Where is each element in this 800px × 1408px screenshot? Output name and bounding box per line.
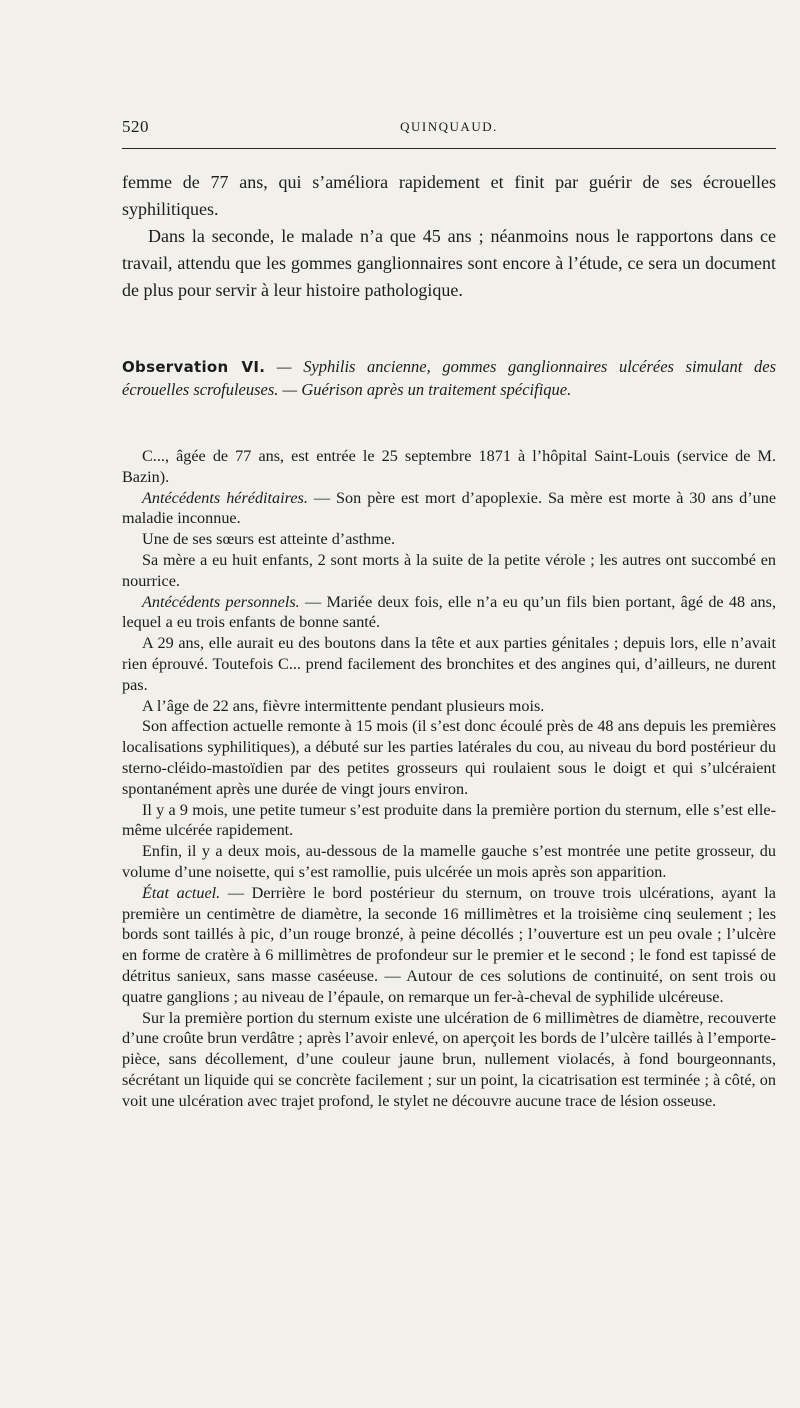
paragraph bbox=[122, 592, 776, 634]
paragraph-lead: Antécédents héréditaires. bbox=[142, 488, 308, 507]
paragraph-text: A l’âge de 22 ans, fièvre intermittente pendant plusieurs mois. bbox=[142, 696, 545, 715]
paragraph bbox=[122, 1008, 776, 1112]
paragraph-text: — Son père est mort d’apoplexie. Sa mère est morte à 30 ans d’une maladie inconnue. bbox=[122, 488, 777, 528]
paragraph-text: Sa mère a eu huit enfants, 2 sont morts à la suite de la petite vérole ; les autres ont succombé en nourrice. bbox=[122, 550, 776, 590]
paragraph bbox=[122, 841, 776, 883]
paragraph-text: Enfin, il y a deux mois, au-dessous de la mamelle gauche s’est montrée une petite grosseur, du volume d’une noisette, qui s’est ramollie, puis ulcérée un mois après son apparition. bbox=[122, 842, 776, 881]
paragraph bbox=[122, 696, 776, 717]
paragraph-text: Son affection actuelle remonte à 15 mois (il s’est donc écoulé près de 48 ans depuis les premières localisations syphilitiques), a débuté sur les parties latérales du cou, au niveau du bord postérieur du sterno-cléido-mastoïdien par des petites grosseurs qui roulaient sous le doigt et qui s’ulcéraient spontanément après une durée de vingt jours environ. bbox=[122, 717, 776, 798]
paragraph bbox=[122, 446, 776, 488]
paragraph-text: A 29 ans, elle aurait eu des boutons dans la tête et aux parties génitales ; depuis lors, elle n’avait rien éprouvé. Toutefois C... prend facilement des bronchites et des angines qui, d’ailleurs, ne durent pas. bbox=[122, 634, 776, 694]
paragraph-lead: État actuel. bbox=[142, 883, 221, 902]
paragraph-text: Une de ses sœurs est atteinte d’asthme. bbox=[142, 530, 396, 549]
observation-body bbox=[122, 446, 776, 1112]
paragraph bbox=[122, 716, 776, 799]
paragraph bbox=[122, 488, 776, 530]
intro-text bbox=[122, 169, 776, 304]
paragraph-text: — Mariée deux fois, elle n’a eu qu’un fils bien portant, âgé de 48 ans, lequel a eu trois enfants de bonne santé. bbox=[122, 592, 776, 632]
paragraph bbox=[122, 633, 776, 695]
paragraph bbox=[122, 800, 776, 842]
observation-label: Observation VI. bbox=[122, 358, 266, 376]
paragraph bbox=[122, 550, 776, 592]
page-header bbox=[122, 117, 776, 139]
observation-heading bbox=[122, 356, 776, 400]
paragraph-text: Il y a 9 mois, une petite tumeur s’est produite dans la première portion du sternum, elle s’est elle-même ulcérée rapidement. bbox=[122, 800, 776, 840]
observation-title: — Syphilis ancienne, gommes ganglionnaires ulcérées simulant des écrouelles scrofuleuses. — Guérison après un traitement spécifique. bbox=[122, 357, 776, 399]
running-head: QUINQUAUD. bbox=[400, 119, 498, 134]
page-number: 520 bbox=[122, 117, 149, 136]
observation-heading-line bbox=[122, 356, 776, 400]
header-rule bbox=[122, 148, 776, 149]
paragraph: femme de 77 ans, qui s’améliora rapidement et finit par guérir de ses écrouelles syphilitiques. bbox=[122, 172, 776, 219]
paragraph: Dans la seconde, le malade n’a que 45 ans ; néanmoins nous le rapportons dans ce travail, attendu que les gommes ganglionnaires sont encore à l’étude, ce sera un document de plus pour servir à leur histoire pathologique. bbox=[122, 226, 776, 300]
paragraph-text: — Derrière le bord postérieur du sternum, on trouve trois ulcérations, ayant la première un centimètre de diamètre, la seconde 16 millimètres et la troisième cinq seulement ; les bords sont taillés à pic, d’un rouge bronzé, à peine décollés ; l’ouverture est un peu ovale ; l’ulcère en forme de cratère à 6 millimètres de profondeur sur le premier et le second ; le fond est tapissé de détritus sanieux, sans masse caséeuse. — Autour de ces solutions de continuité, on sent trois ou quatre ganglions ; au niveau de l’épaule, on remarque un fer-à-cheval de syphilide ulcéreuse. bbox=[122, 883, 776, 1006]
paragraph-text: Sur la première portion du sternum existe une ulcération de 6 millimètres de diamètre, recouverte d’une croûte brun verdâtre ; après l’avoir enlevé, on aperçoit les bords de l’ulcère taillés à l’emporte-pièce, sans décollement, d’une couleur jaune brun, nullement violacés, à fond bourgeonnants, sécrétant un liquide qui se concrète facilement ; sur un point, la cicatrisation est terminée ; à côté, on voit une ulcération avec trajet profond, le stylet ne découvre aucune trace de lésion osseuse. bbox=[122, 1008, 776, 1110]
paragraph bbox=[122, 529, 776, 550]
paragraph bbox=[122, 883, 776, 1008]
paragraph-text: C..., âgée de 77 ans, est entrée le 25 septembre 1871 à l’hôpital Saint-Louis (service de M. Bazin). bbox=[122, 447, 776, 486]
paragraph-lead: Antécédents personnels. bbox=[142, 592, 300, 611]
